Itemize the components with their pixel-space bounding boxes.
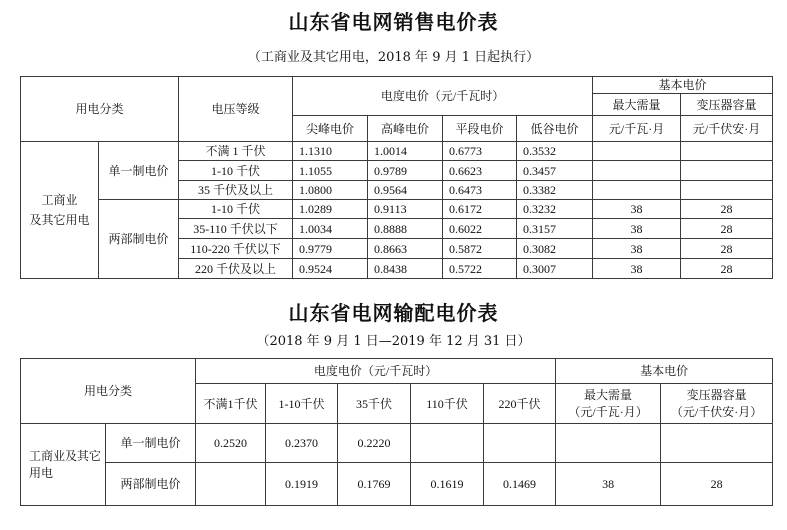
transmission-price-cell: 0.2370 — [266, 424, 338, 463]
sales-high-price-cell: 0.9113 — [368, 200, 443, 219]
sales-header-energy-price: 电度电价（元/千瓦时） — [293, 77, 593, 116]
sales-valley-price-cell: 0.3382 — [517, 181, 593, 200]
sales-flat-price-cell: 0.6623 — [443, 161, 517, 181]
transmission-transformer-cell: 28 — [661, 463, 773, 506]
sales-max-demand-cell — [593, 181, 681, 200]
transmission-header-voltage: 220千伏 — [484, 384, 556, 424]
transmission-tariff-label: 单一制电价 — [106, 424, 196, 463]
sales-max-demand-cell — [593, 161, 681, 181]
sales-max-demand-cell: 38 — [593, 219, 681, 239]
max-demand-unit: （元/千瓦·月） — [568, 404, 648, 419]
transmission-category-line: 工商业及其它 — [29, 448, 102, 463]
max-demand-label: 最大需量 — [584, 387, 633, 402]
transmission-table-title: 山东省电网输配电价表 — [288, 301, 499, 325]
sales-high-price-cell: 0.9564 — [368, 181, 443, 200]
sales-voltage-cell: 1-10 千伏 — [179, 200, 293, 219]
sales-flat-price-cell: 0.6473 — [443, 181, 517, 200]
transmission-header-voltage: 1-10千伏 — [266, 384, 338, 424]
transmission-header-voltage: 35千伏 — [338, 384, 411, 424]
table-row — [21, 142, 773, 161]
sales-peak-price-cell: 1.0289 — [293, 200, 368, 219]
transformer-capacity-label: 变压器容量 — [686, 387, 747, 402]
transmission-header-row — [21, 359, 773, 384]
transmission-price-table — [20, 358, 773, 506]
table-row — [21, 463, 773, 506]
sales-peak-price-cell: 1.0800 — [293, 181, 368, 200]
transmission-price-cell — [196, 463, 266, 506]
sales-flat-price-cell: 0.6773 — [443, 142, 517, 161]
transmission-header-energy-price: 电度电价（元/千瓦时） — [196, 359, 556, 384]
sales-header-max-demand: 最大需量 — [593, 94, 681, 116]
sales-max-demand-cell — [593, 142, 681, 161]
sales-high-price-cell: 0.8663 — [368, 239, 443, 259]
transmission-header-max-demand — [556, 384, 661, 424]
sales-voltage-cell: 35 千伏及以上 — [179, 181, 293, 200]
transmission-price-cell: 0.2520 — [196, 424, 266, 463]
transmission-price-cell — [411, 424, 484, 463]
sales-transformer-cell: 28 — [681, 200, 773, 219]
transmission-header-basic-price: 基本电价 — [556, 359, 773, 384]
table-row — [21, 424, 773, 463]
sales-peak-price-cell: 0.9524 — [293, 259, 368, 279]
sales-two-part-tariff-label: 两部制电价 — [99, 200, 179, 279]
sales-max-demand-cell: 38 — [593, 239, 681, 259]
sales-max-demand-cell: 38 — [593, 200, 681, 219]
table-row — [21, 200, 773, 219]
sales-transformer-cell: 28 — [681, 219, 773, 239]
sales-high-price-cell: 0.8888 — [368, 219, 443, 239]
sales-high-price-cell: 0.8438 — [368, 259, 443, 279]
sales-valley-price-cell: 0.3007 — [517, 259, 593, 279]
sales-category-line: 及其它用电 — [29, 213, 90, 227]
transformer-capacity-unit: （元/千伏安·月） — [670, 404, 763, 419]
sales-flat-price-cell: 0.5872 — [443, 239, 517, 259]
sales-voltage-cell: 1-10 千伏 — [179, 161, 293, 181]
transmission-header-category: 用电分类 — [21, 359, 196, 424]
transmission-transformer-cell — [661, 424, 773, 463]
sales-peak-price-cell: 1.1055 — [293, 161, 368, 181]
sales-header-voltage: 电压等级 — [179, 77, 293, 142]
transmission-category-line: 用电 — [29, 465, 54, 480]
sales-transformer-cell — [681, 181, 773, 200]
sales-header-high: 高峰电价 — [368, 116, 443, 142]
sales-transformer-cell — [681, 142, 773, 161]
transmission-table-subtitle: （2018 年 9 月 1 日—2019 年 12 月 31 日） — [256, 334, 531, 349]
sales-header-category: 用电分类 — [21, 77, 179, 142]
sales-voltage-cell: 220 千伏及以上 — [179, 259, 293, 279]
sales-transformer-cell: 28 — [681, 239, 773, 259]
transmission-category-cell — [21, 424, 106, 506]
sales-flat-price-cell: 0.6172 — [443, 200, 517, 219]
sales-header-peak: 尖峰电价 — [293, 116, 368, 142]
sales-category-cell — [21, 142, 99, 279]
transmission-price-cell: 0.1919 — [266, 463, 338, 506]
sales-flat-price-cell: 0.5722 — [443, 259, 517, 279]
sales-header-transformer-capacity: 变压器容量 — [681, 94, 773, 116]
sales-high-price-cell: 1.0014 — [368, 142, 443, 161]
sales-valley-price-cell: 0.3532 — [517, 142, 593, 161]
sales-valley-price-cell: 0.3457 — [517, 161, 593, 181]
sales-voltage-cell: 不满 1 千伏 — [179, 142, 293, 161]
sales-max-demand-cell: 38 — [593, 259, 681, 279]
sales-high-price-cell: 0.9789 — [368, 161, 443, 181]
transmission-tariff-label: 两部制电价 — [106, 463, 196, 506]
transmission-price-cell — [484, 424, 556, 463]
sales-transformer-cell: 28 — [681, 259, 773, 279]
sales-peak-price-cell: 1.1310 — [293, 142, 368, 161]
transmission-header-voltage: 110千伏 — [411, 384, 484, 424]
sales-table-subtitle: （工商业及其它用电，2018 年 9 月 1 日起执行） — [247, 50, 540, 65]
transmission-max-demand-cell — [556, 424, 661, 463]
sales-peak-price-cell: 1.0034 — [293, 219, 368, 239]
transmission-price-cell: 0.1619 — [411, 463, 484, 506]
sales-header-flat: 平段电价 — [443, 116, 517, 142]
sales-voltage-cell: 35-110 千伏以下 — [179, 219, 293, 239]
sales-voltage-cell: 110-220 千伏以下 — [179, 239, 293, 259]
sales-transformer-cell — [681, 161, 773, 181]
sales-header-valley: 低谷电价 — [517, 116, 593, 142]
transmission-header-transformer-capacity — [661, 384, 773, 424]
sales-peak-price-cell: 0.9779 — [293, 239, 368, 259]
sales-price-table — [20, 76, 773, 279]
transmission-max-demand-cell: 38 — [556, 463, 661, 506]
sales-valley-price-cell: 0.3232 — [517, 200, 593, 219]
sales-flat-price-cell: 0.6022 — [443, 219, 517, 239]
sales-valley-price-cell: 0.3157 — [517, 219, 593, 239]
sales-header-transformer-unit: 元/千伏安·月 — [681, 116, 773, 142]
sales-header-row — [21, 77, 773, 94]
sales-header-max-demand-unit: 元/千瓦·月 — [593, 116, 681, 142]
transmission-price-cell: 0.1469 — [484, 463, 556, 506]
sales-single-tariff-label: 单一制电价 — [99, 142, 179, 200]
transmission-price-cell: 0.1769 — [338, 463, 411, 506]
transmission-price-cell: 0.2220 — [338, 424, 411, 463]
sales-header-basic-price: 基本电价 — [593, 77, 773, 94]
sales-valley-price-cell: 0.3082 — [517, 239, 593, 259]
sales-table-title: 山东省电网销售电价表 — [288, 10, 499, 34]
transmission-header-voltage: 不满1千伏 — [196, 384, 266, 424]
sales-category-line: 工商业 — [41, 193, 78, 207]
